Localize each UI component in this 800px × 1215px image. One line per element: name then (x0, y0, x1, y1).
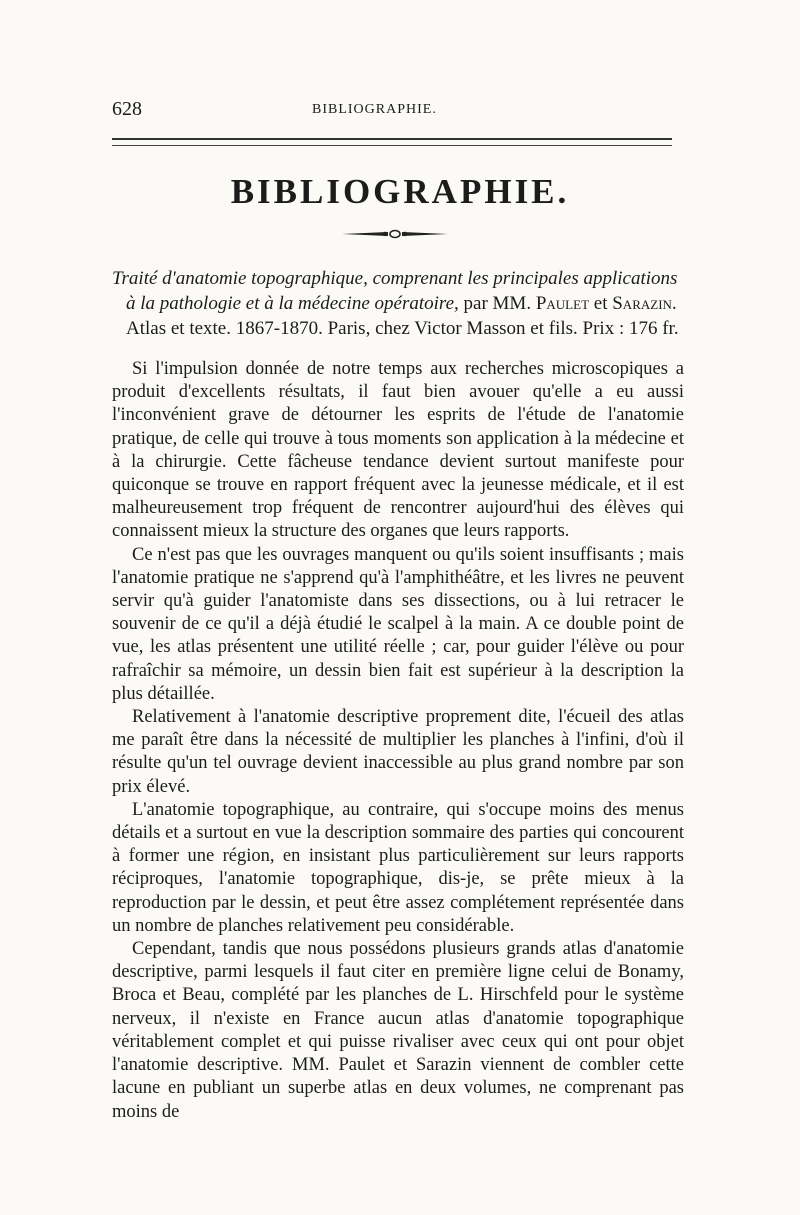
citation-title-line1: Traité d'anatomie topographique, comprenant les principales applications (112, 268, 678, 289)
citation-author1: Paulet (535, 293, 590, 314)
running-head (112, 98, 680, 124)
paragraph: Si l'impulsion donnée de notre temps aux recherches microscopiques a produit d'excellents résultats, il faut bien avouer qu'elle a eu aussi l'inconvénient grave de détourner les esprits de l'étude de l'anatomie pratique, de celle qui trouve à tous moments son application à la médecine et à la chirurgie. Cette fâcheuse tendance devient surtout manifeste pour quiconque se trouve en rapport fréquent avec la jeunesse médicale, et il est malheureusement trop fréquent de rencontrer aujourd'hui des élèves qui connaissent mieux la structure des organes que leurs rapports. (112, 359, 684, 542)
section-title: BIBLIOGRAPHIE. (230, 172, 570, 211)
running-title: BIBLIOGRAPHIE. (312, 102, 437, 117)
header-double-rule (112, 138, 672, 146)
citation-author2: Sarazin. (612, 293, 677, 314)
paragraph: Ce n'est pas que les ouvrages manquent ou qu'ils soient insuffisants ; mais l'anatomie pratique ne s'apprend qu'à l'amphithéâtre, et les livres ne peuvent servir qu'à guider l'anatomiste dans ses dissections, ou à lui retracer le souvenir de ce qu'il a déjà étudié le scalpel à la main. A ce double point de vue, les atlas présentent une utilité réelle ; car, pour guider l'élève ou pour rafraîchir sa mémoire, un dessin bien fait est supérieur à la description la plus détaillée. (112, 544, 684, 704)
citation-title-line2: à la pathologie et à la médecine opératoire, par MM. Paulet et Sarazin. (126, 293, 677, 314)
citation (112, 266, 684, 341)
body-text (112, 358, 684, 1124)
page-number: 628 (112, 98, 142, 120)
fleuron-rule-icon (340, 224, 450, 244)
paragraph: Relativement à l'anatomie descriptive proprement dite, l'écueil des atlas me paraît être dans la nécessité de multiplier les planches à l'infini, d'où il résulte qu'un tel ouvrage devient inaccessible au plus grand nombre par son prix élevé. (112, 707, 684, 797)
paragraph: Cependant, tandis que nous possédons plusieurs grands atlas d'anatomie descriptive, parmi lesquels il faut citer en première ligne celui de Bonamy, Broca et Beau, complété par les planches de L. Hirschfeld pour le système nerveux, il n'existe en France aucun atlas d'anatomie topographique véritablement complet et qui puisse rivaliser avec ceux qui ont pour objet l'anatomie descriptive. MM. Paulet et Sarazin viennent de combler cette lacune en publiant un superbe atlas en deux volumes, ne comprenant pas moins de (112, 939, 684, 1122)
citation-by: par MM. (463, 293, 532, 314)
citation-and: et (593, 293, 608, 314)
paragraph: L'anatomie topographique, au contraire, qui s'occupe moins des menus détails et a surtout en vue la description sommaire des parties qui concourent à former une région, en insistant plus particulièrement sur leurs rapports réciproques, l'anatomie topographique, dis-je, se prête mieux à la reproduction par le dessin, et peut être assez complétement représentée dans un nombre de planches relativement peu considérable. (112, 799, 684, 936)
citation-publication: Atlas et texte. 1867-1870. Paris, chez Victor Masson et fils. Prix : 176 fr. (126, 318, 679, 339)
